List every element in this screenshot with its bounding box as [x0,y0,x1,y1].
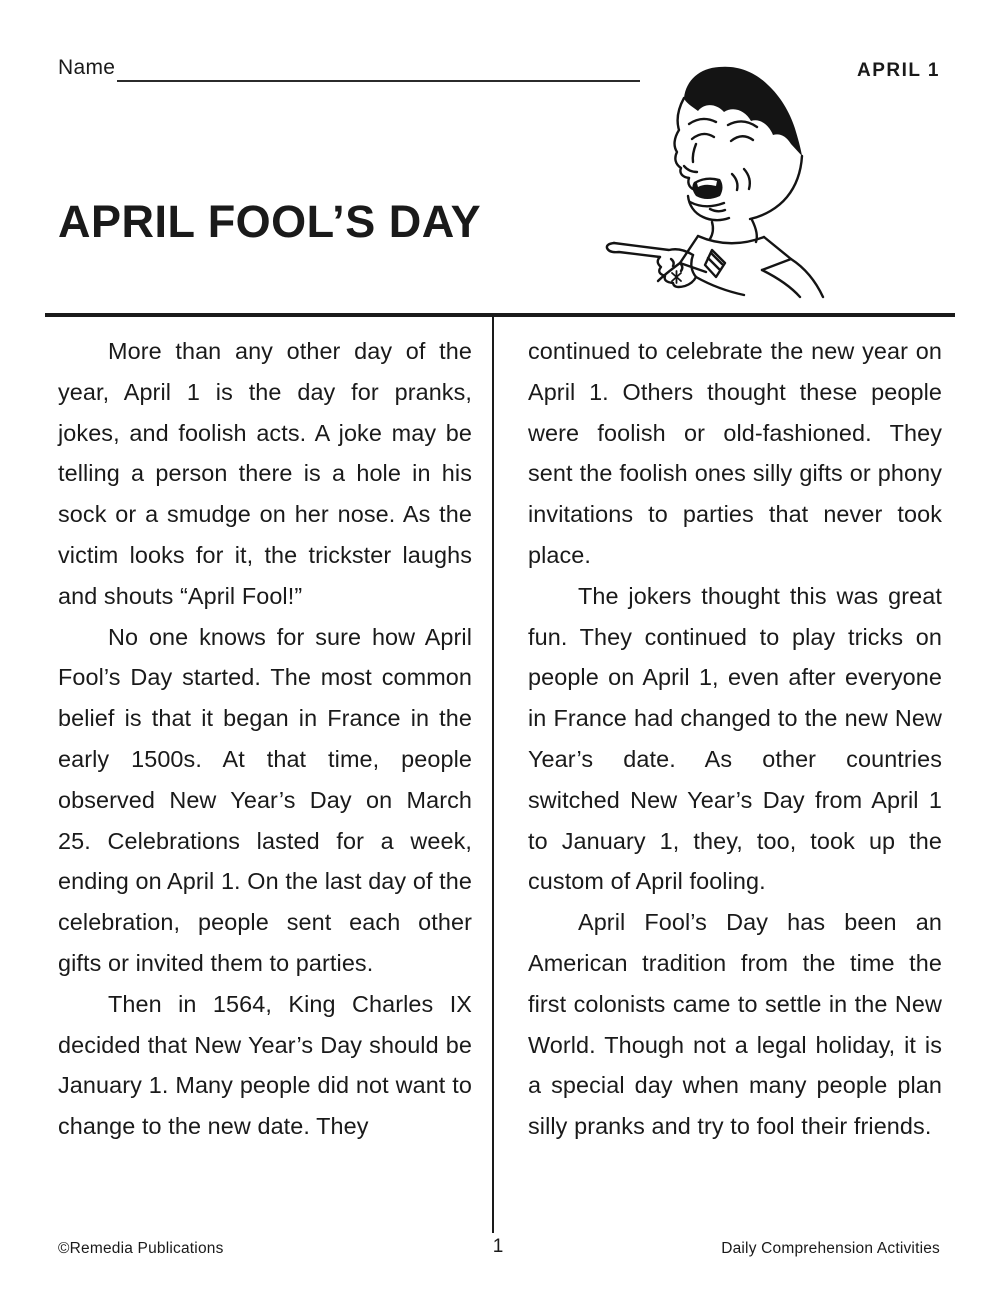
footer-publisher: ©Remedia Publications [58,1240,224,1257]
name-label: Name [58,56,116,79]
footer-page-number: 1 [492,1236,504,1257]
article-paragraph: Then in 1564, King Charles IX decided that New Year’s Day should be January 1. Many people did not want to change to the new date. They [58,990,472,1140]
date-corner-label: APRIL 1 [856,60,940,81]
hand-star-mark [672,271,681,283]
header-divider-rule [45,313,955,317]
name-blank-line [117,56,640,82]
article-right-column [528,331,942,1147]
column-divider-rule [492,313,494,1233]
laughing-man-illustration [592,62,836,302]
name-row [58,56,640,82]
article-paragraph: More than any other day of the year, April 1 is the day for pranks, jokes, and foolish acts. A joke may be telling a person there is a hole in his sock or a smudge on her nose. As the victim looks for it, the trickster laughs and shouts “April Fool!” [58,338,472,609]
footer-series: Daily Comprehension Activities [721,1240,940,1257]
article-paragraph: April Fool’s Day has been an American tradition from the time the first colonists came to settle in the New World. Though not a legal holiday, it is a special day when many people plan silly pranks and try to fool their friends. [528,909,942,1140]
article-paragraph: The jokers thought this was great fun. They continued to play tricks on people on April 1, even after everyone in France had changed to the new New Year’s date. As other countries switched New Year’s Day from April 1 to January 1, they, too, took up the custom of April fooling. [528,582,942,895]
article-left-column [58,331,472,1147]
page-title: APRIL FOOL’S DAY [58,196,482,248]
hair-shape [684,67,802,156]
article-paragraph: continued to celebrate the new year on April 1. Others thought these people were foolish or old-fashioned. They sent the foolish ones silly gifts or phony invitations to parties that never took place. [528,338,942,568]
article-paragraph: No one knows for sure how April Fool’s Day started. The most common belief is that it began in France in the early 1500s. At that time, people observed New Year’s Day on March 25. Celebrations lasted for a week, ending on April 1. On the last day of the celebration, people sent each other gifts or invited them to parties. [58,623,472,976]
